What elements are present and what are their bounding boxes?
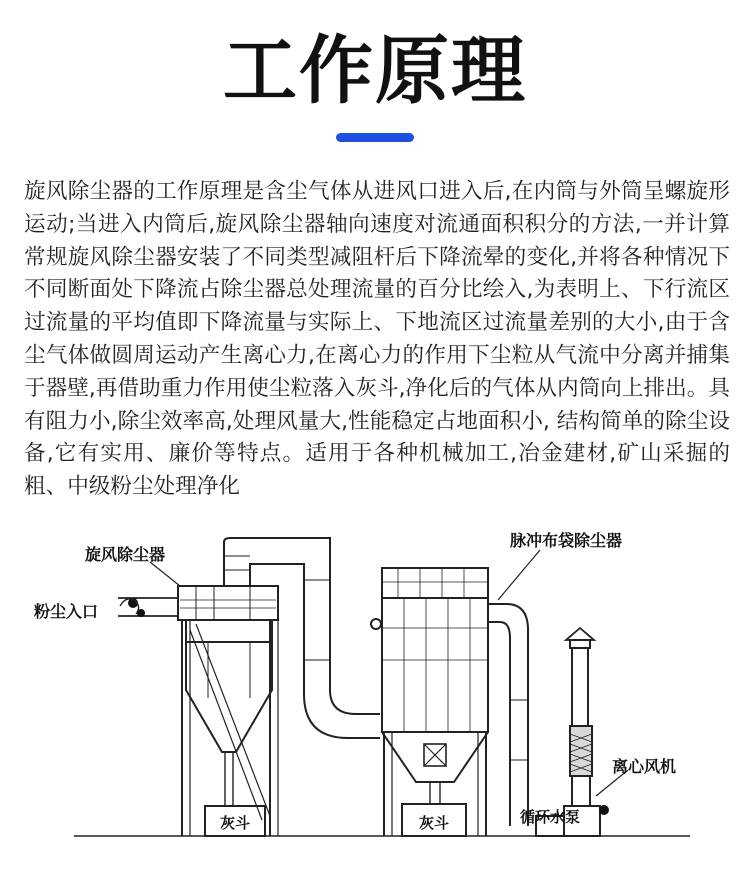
description-paragraph: 旋风除尘器的工作原理是含尘气体从进风口进入后,在内筒与外筒呈螺旋形运动;当进入内筒后,旋风除尘器轴向速度对流通面积积分的方法,一并计算常规旋风除尘器安装了不同类型减阻杆后下降流晕的变化,并将各种情况下不同断面处下降流占除尘器总处理流量的百分比绘入,为表明上、下行流区过流量的平均值即下降流量与实际上、下地流区过流量差别的大小,由于含尘气体做圆周运动产生离心力,在离心力的作用下尘粒从气流中分离并捕集于器壁,再借助重力作用使尘粒落入灰斗,净化后的气体从内筒向上排出。具有阻力小,除尘效率高,处理风量大,性能稳定占地面积小, 结构简单的除尘设备,它有实用、廉价等特点。适用于各种机械加工,冶金建材,矿山采掘的粗、中级粉尘处理净化 xyxy=(24,179,730,500)
cyclone-label: 旋风除尘器 xyxy=(85,545,166,564)
bag-filter-hopper xyxy=(382,732,488,782)
outlet-duct xyxy=(488,604,528,826)
page-title: 工作原理 xyxy=(223,28,527,114)
bag-filter-unit xyxy=(371,568,488,836)
title-underline xyxy=(336,133,414,142)
bag-filter-label: 脉冲布袋除尘器 xyxy=(510,531,623,550)
cyclone-top-box xyxy=(178,586,278,620)
connecting-duct xyxy=(224,538,380,738)
dust-collector-diagram xyxy=(0,520,750,877)
fan-label: 离心风机 xyxy=(612,757,677,776)
hopper-left-label: 灰斗 xyxy=(219,814,251,832)
bag-filter-valve-icon xyxy=(371,619,381,629)
fan-motor-icon xyxy=(599,805,609,815)
fan-stack xyxy=(536,628,609,836)
cyclone-unit xyxy=(118,586,278,836)
stack-pipe xyxy=(572,648,588,726)
dust-inlet-label: 粉尘入口 xyxy=(34,602,99,621)
pump-label: 循环水泵 xyxy=(520,808,581,826)
bag-filter-body xyxy=(382,598,488,732)
inlet-duct xyxy=(118,598,178,616)
cyclone-cone xyxy=(186,642,272,752)
hopper-right-label: 灰斗 xyxy=(418,814,450,832)
stack-cap xyxy=(566,628,594,640)
